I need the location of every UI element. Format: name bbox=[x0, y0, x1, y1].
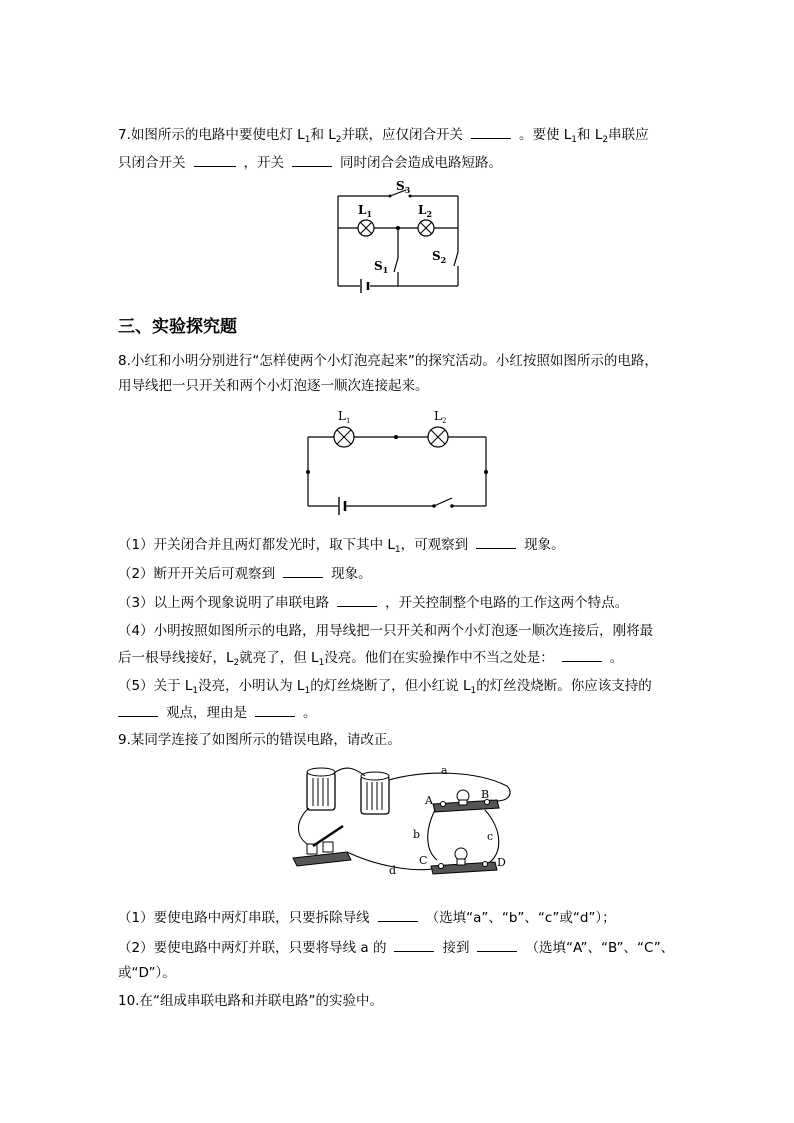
lamp-l2-icon bbox=[418, 220, 434, 236]
q8-part5-line1: （5）关于 $L_1$没亮，小明认为 $L_1$的灯丝烧断了，但小红说 $L_1$的灯丝没烧断。你应该支持的 bbox=[118, 678, 652, 696]
q9-intro: 9.某同学连接了如图所示的错误电路，请改正。 bbox=[118, 732, 401, 748]
q8-circuit-diagram bbox=[300, 404, 495, 519]
answer-blank[interactable] bbox=[562, 647, 602, 662]
wire-label-b: b bbox=[413, 828, 421, 841]
wire-label-d: d bbox=[389, 864, 397, 877]
terminal-label-b: B bbox=[481, 788, 490, 801]
label-l2: $L_2$ bbox=[434, 409, 447, 425]
label-s3: $S_3$ bbox=[396, 179, 411, 195]
q8-part4-line2: 后一根导线接好，$L_2$就亮了，但 $L_1$没亮。他们在实验操作中不当之处是： 。 bbox=[118, 647, 623, 668]
battery-icon bbox=[361, 772, 389, 814]
lamp-l1-icon bbox=[334, 427, 354, 447]
lamp-holder-icon bbox=[431, 848, 497, 874]
battery-icon bbox=[307, 768, 335, 810]
q8-intro-line1: 8.小红和小明分别进行“怎样使两个小灯泡亮起来”的探究活动。小红按照如图所示的电路， bbox=[118, 353, 658, 369]
switch-icon bbox=[293, 826, 351, 866]
q8-part5-line2: 观点，理由是 。 bbox=[118, 702, 317, 723]
q8-part3: （3）以上两个现象说明了串联电路 ，开关控制整个电路的工作这两个特点。 bbox=[118, 592, 628, 613]
answer-blank[interactable] bbox=[337, 592, 377, 607]
wire-label-c: c bbox=[487, 830, 494, 843]
label-s1: $S_1$ bbox=[374, 259, 389, 275]
lamp-l1-icon bbox=[358, 220, 374, 236]
q7-line2: 只闭合开关 ，开关 同时闭合会造成电路短路。 bbox=[118, 152, 502, 173]
answer-blank[interactable] bbox=[118, 702, 158, 717]
label-s2: $S_2$ bbox=[432, 249, 447, 265]
q7-line1: 7.如图所示的电路中要使电灯 $L_1$和 $L_2$并联，应仅闭合开关 。要使 $L_1$和 $L_2$串联应 bbox=[118, 124, 649, 145]
q9-part2-line1: （2）要使电路中两灯并联，只要将导线 a 的 接到 （选填“A”、“B”、“C”、 bbox=[118, 937, 674, 958]
answer-blank[interactable] bbox=[378, 907, 418, 922]
q10-intro: 10.在“组成串联电路和并联电路”的实验中。 bbox=[118, 993, 383, 1009]
label-l2: $L_2$ bbox=[418, 203, 433, 219]
terminal-label-d: D bbox=[497, 856, 506, 869]
q8-part2: （2）断开开关后可观察到 现象。 bbox=[118, 563, 372, 584]
answer-blank[interactable] bbox=[471, 124, 511, 139]
q9-part2-line2: 或“D”）。 bbox=[118, 965, 176, 981]
answer-blank[interactable] bbox=[394, 937, 434, 952]
q7-circuit-diagram bbox=[330, 178, 470, 293]
q9-physical-circuit-illustration bbox=[285, 760, 515, 890]
answer-blank[interactable] bbox=[477, 937, 517, 952]
answer-blank[interactable] bbox=[283, 563, 323, 578]
q9-part1: （1）要使电路中两灯串联，只要拆除导线 （选填“a”、“b”、“c”或“d”）； bbox=[118, 907, 616, 928]
answer-blank[interactable] bbox=[194, 152, 236, 167]
lamp-l2-icon bbox=[428, 427, 448, 447]
lamp-holder-icon bbox=[433, 790, 499, 812]
terminal-label-c: C bbox=[419, 854, 428, 867]
answer-blank[interactable] bbox=[255, 702, 295, 717]
q8-part4-line1: （4）小明按照如图所示的电路，用导线把一只开关和两个小灯泡逐一顺次连接后，刚将最 bbox=[118, 623, 654, 639]
wire-label-a: a bbox=[441, 764, 448, 777]
answer-blank[interactable] bbox=[292, 152, 332, 167]
section-heading: 三、实验探究题 bbox=[118, 317, 237, 337]
q8-part1: （1）开关闭合并且两灯都发光时，取下其中 $L_1$，可观察到 现象。 bbox=[118, 534, 565, 555]
answer-blank[interactable] bbox=[476, 534, 516, 549]
label-l1: $L_1$ bbox=[338, 409, 351, 425]
terminal-label-a: A bbox=[425, 794, 433, 807]
q8-intro-line2: 用导线把一只开关和两个小灯泡逐一顺次连接起来。 bbox=[118, 378, 429, 394]
label-l1: $L_1$ bbox=[358, 203, 373, 219]
